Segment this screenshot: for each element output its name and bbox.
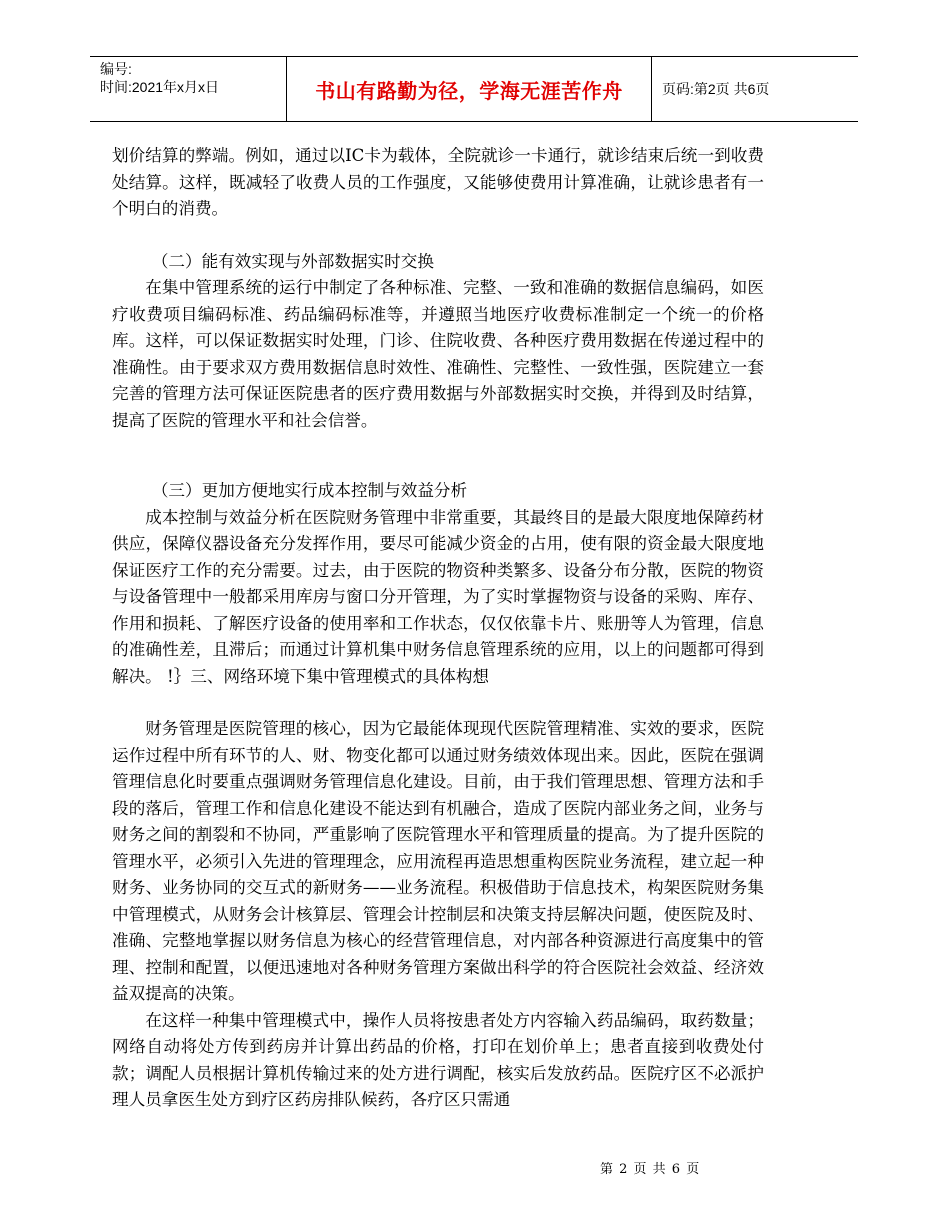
paragraph-4: 财务管理是医院管理的核心，因为它最能体现现代医院管理精准、实效的要求，医院运作过程中所有环节的人、财、物变化都可以通过财务绩效体现出来。因此，医院在强调管理信息化时要重点强调财务管理信息化建设。目前，由于我们管理思想、管理方法和手段的落后，管理工作和信息化建设不能达到有机融合，造成了医院内部业务之间，业务与财务之间的割裂和不协同，严重影响了医院管理水平和管理质量的提高。为了提升医院的管理水平，必须引入先进的管理理念，应用流程再造思想重构医院业务流程，建立起一种财务、业务协同的交互式的新财务——业务流程。积极借助于信息技术，构架医院财务集中管理模式，从财务会计核算层、管理会计控制层和决策支持层解决问题，使医院及时、准确、完整地掌握以财务信息为核心的经营管理信息，对内部各种资源进行高度集中的管理、控制和配置，以便迅速地对各种财务管理方案做出科学的符合医院社会效益、经济效益双提高的决策。: [112, 719, 764, 1003]
section-heading-3: （三）更加方便地实行成本控制与效益分析: [151, 481, 468, 500]
spacer: [112, 434, 764, 478]
spacer: [112, 690, 764, 716]
paragraph-1: 划价结算的弊端。例如，通过以IC卡为载体，全院就诊一卡通行，就诊结束后统一到收费处结算。这样，既减轻了收费人员的工作强度，又能够使费用计算准确，让就诊患者有一个明白的消费。: [112, 146, 764, 218]
header-meta: [90, 57, 287, 121]
section-heading-2: （二）能有效实现与外部数据实时交换: [151, 251, 434, 271]
header-motto: 书山有路勤为径，学海无涯苦作舟: [287, 57, 652, 121]
paragraph-2: 在集中管理系统的运行中制定了各种标准、完整、一致和准确的数据信息编码，如医疗收费项目编码标准、药品编码标准等，并遵照当地医疗收费标准制定一个统一的价格库。这样，可以保证数据实时处理，门诊、住院收费、各种医疗费用数据在传递过程中的准确性。由于要求双方费用数据信息时效性、准确性、完整性、一致性强，医院建立一套完善的管理方法可保证医院患者的医疗费用数据与外部数据实时交换，并得到及时结算，提高了医院的管理水平和社会信誉。: [112, 278, 764, 430]
paragraph-5: 在这样一种集中管理模式中，操作人员将按患者处方内容输入药品编码，取药数量；网络自动将处方传到药房并计算出药品的价格，打印在划价单上；患者直接到收费处付款；调配人员根据计算机传输过来的处方进行调配，核实后发放药品。医院疗区不必派护理人员拿医生处方到疗区药房排队候药，各疗区只需通: [112, 1010, 764, 1109]
spacer: [112, 223, 764, 249]
header-page-info: 页码:第2页 共6页: [662, 81, 770, 97]
document-time: 时间:2021年x月x日: [100, 79, 220, 95]
page-footer: 第 2 页 共 6 页: [600, 1162, 701, 1177]
page-header: [90, 56, 858, 122]
document-number-label: 编号:: [100, 61, 132, 77]
document-body: [112, 143, 764, 1114]
paragraph-3: 成本控制与效益分析在医院财务管理中非常重要，其最终目的是最大限度地保障药材供应，保障仪器设备充分发挥作用，要尽可能减少资金的占用，使有限的资金最大限度地保证医疗工作的充分需要。过去，由于医院的物资种类繁多、设备分布分散，医院的物资与设备管理中一般都采用库房与窗口分开管理，为了实时掌握物资与设备的采购、库存、作用和损耗、了解医疗设备的使用率和工作状态，仅仅依靠卡片、账册等人为管理，信息的准确性差，且滞后；而通过计算机集中财务信息管理系统的应用，以上的问题都可得到解决。 !｝三、网络环境下集中管理模式的具体构想: [112, 507, 764, 686]
